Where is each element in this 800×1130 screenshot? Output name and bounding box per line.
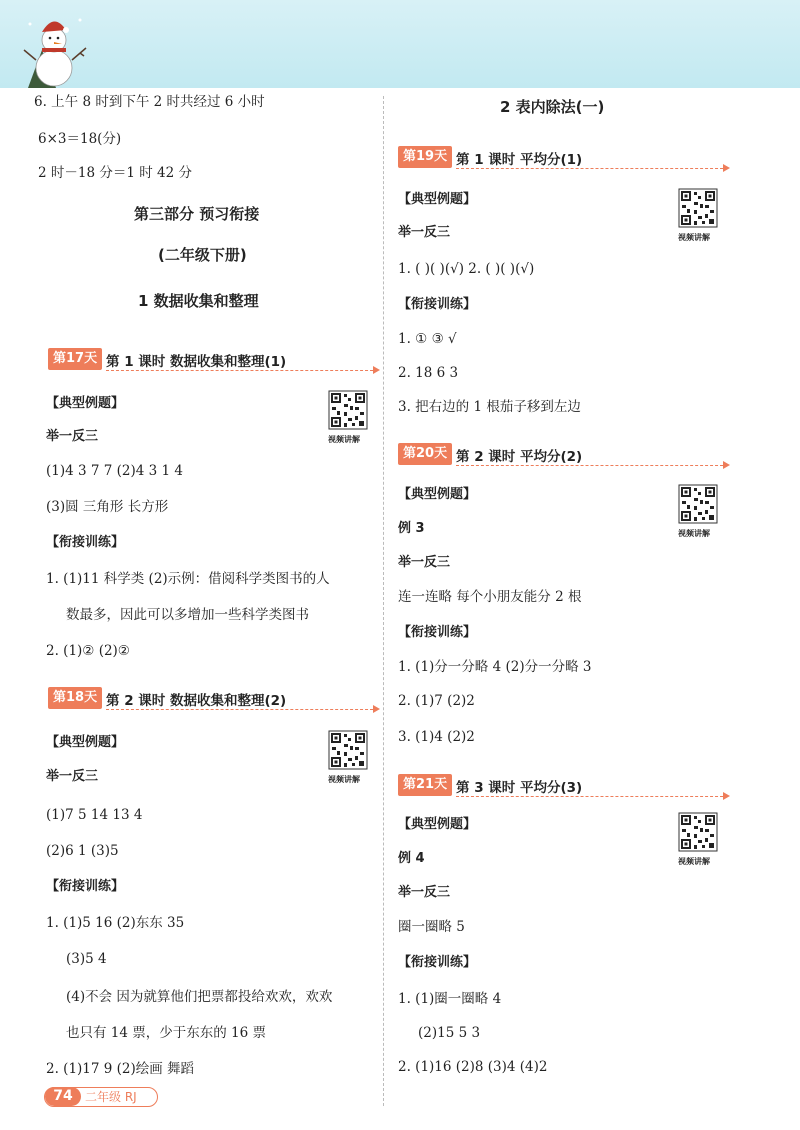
section-heading: 【典型例题】 xyxy=(398,487,477,502)
lesson-rule-arrow xyxy=(456,796,728,797)
unit-title: 1 数据收集和整理 xyxy=(138,292,259,310)
qr-code-icon xyxy=(678,188,718,228)
answer-line: 2. 18 6 3 xyxy=(398,365,459,381)
lesson-rule-arrow xyxy=(456,168,728,169)
answer-line: (4)不会 因为就算他们把票都投给欢欢，欢欢 xyxy=(66,989,333,1005)
answer-line: 2. (1)16 (2)8 (3)4 (4)2 xyxy=(398,1059,548,1075)
answer-line: (3)圆 三角形 长方形 xyxy=(46,499,169,515)
answer-line: 1. ( )( )(√) 2. ( )( )(√) xyxy=(398,261,535,277)
section-heading: 【衔接训练】 xyxy=(398,955,477,970)
qr-label: 视频讲解 xyxy=(678,529,710,538)
page-header-band xyxy=(0,0,800,88)
qr-code-icon xyxy=(328,390,368,430)
qr-code-icon xyxy=(678,484,718,524)
grade-label: 二年级 RJ xyxy=(85,1090,137,1104)
answer-line: 1. (1)11 科学类 (2)示例：借阅科学类图书的人 xyxy=(46,571,330,587)
lesson-rule-arrow xyxy=(106,370,378,371)
lesson-title: 第 3 课时 平均分(3) xyxy=(456,780,583,796)
lesson-title: 第 1 课时 数据收集和整理(1) xyxy=(106,354,287,370)
qr-code-icon xyxy=(328,730,368,770)
answer-line: (2)6 1 (3)5 xyxy=(46,843,119,859)
lesson-header-day19 xyxy=(398,146,728,168)
answer-line: 3. 把右边的 1 根茄子移到左边 xyxy=(398,399,581,415)
day-badge: 第21天 xyxy=(398,774,452,796)
practice-label: 举一反三 xyxy=(46,429,99,444)
lesson-title: 第 2 课时 平均分(2) xyxy=(456,449,583,465)
qr-label: 视频讲解 xyxy=(678,233,710,242)
day-badge: 第20天 xyxy=(398,443,452,465)
answer-line: 数最多，因此可以多增加一些科学类图书 xyxy=(66,607,309,623)
day-badge: 第18天 xyxy=(48,687,102,709)
book-title: (二年级下册) xyxy=(158,246,247,264)
lesson-title: 第 2 课时 数据收集和整理(2) xyxy=(106,693,287,709)
section-heading: 【衔接训练】 xyxy=(398,297,477,312)
unit-title: 2 表内除法(一) xyxy=(500,98,605,116)
answer-line: 连一连略 每个小朋友能分 2 根 xyxy=(398,589,582,605)
answer-line: 2 时－18 分＝1 时 42 分 xyxy=(38,165,192,181)
section-heading: 【典型例题】 xyxy=(398,817,477,832)
answer-line: 也只有 14 票，少于东东的 16 票 xyxy=(66,1025,267,1041)
practice-label: 举一反三 xyxy=(398,885,451,900)
lesson-rule-arrow xyxy=(456,465,728,466)
example-answer: 例 3 xyxy=(398,521,425,536)
column-divider xyxy=(383,96,384,1106)
answer-line: (1)4 3 7 7 (2)4 3 1 4 xyxy=(46,463,183,479)
part-title: 第三部分 预习衔接 xyxy=(134,205,260,223)
qr-code-icon xyxy=(678,812,718,852)
qr-label: 视频讲解 xyxy=(328,435,360,444)
answer-line: 2. (1)② (2)② xyxy=(46,643,130,659)
section-heading: 【典型例题】 xyxy=(46,735,125,750)
answer-line: 1. ① ③ √ xyxy=(398,331,457,347)
qr-label: 视频讲解 xyxy=(328,775,360,784)
section-heading: 【衔接训练】 xyxy=(46,535,125,550)
answer-line: 6×3＝18(分) xyxy=(38,131,122,147)
page-number: 74 xyxy=(45,1087,81,1106)
answer-line: 3. (1)4 (2)2 xyxy=(398,729,475,745)
answer-line: (3)5 4 xyxy=(66,951,107,967)
answer-line: 1. (1)圈一圈略 4 xyxy=(398,991,502,1007)
answer-line: 1. (1)分一分略 4 (2)分一分略 3 xyxy=(398,659,592,675)
section-heading: 【典型例题】 xyxy=(398,192,477,207)
practice-label: 举一反三 xyxy=(398,555,451,570)
section-heading: 【典型例题】 xyxy=(46,396,125,411)
lesson-header-day21 xyxy=(398,774,728,796)
practice-label: 举一反三 xyxy=(46,769,99,784)
footer-page-badge xyxy=(44,1087,158,1107)
answer-line: 1. (1)5 16 (2)东东 35 xyxy=(46,915,185,931)
answer-line: 2. (1)7 (2)2 xyxy=(398,693,475,709)
practice-label: 举一反三 xyxy=(398,225,451,240)
snowman-icon xyxy=(20,10,90,88)
lesson-rule-arrow xyxy=(106,709,378,710)
qr-label: 视频讲解 xyxy=(678,857,710,866)
answer-line: 圈一圈略 5 xyxy=(398,919,465,935)
section-heading: 【衔接训练】 xyxy=(46,879,125,894)
example-answer: 例 4 xyxy=(398,851,425,866)
answer-line: (1)7 5 14 13 4 xyxy=(46,807,143,823)
lesson-header-day17 xyxy=(48,348,378,370)
lesson-title: 第 1 课时 平均分(1) xyxy=(456,152,583,168)
day-badge: 第17天 xyxy=(48,348,102,370)
answer-line: (2)15 5 3 xyxy=(418,1025,481,1041)
day-badge: 第19天 xyxy=(398,146,452,168)
lesson-header-day18 xyxy=(48,687,378,709)
answer-line: 6. 上午 8 时到下午 2 时共经过 6 小时 xyxy=(34,94,265,110)
lesson-header-day20 xyxy=(398,443,728,465)
section-heading: 【衔接训练】 xyxy=(398,625,477,640)
answer-line: 2. (1)17 9 (2)绘画 舞蹈 xyxy=(46,1061,195,1077)
